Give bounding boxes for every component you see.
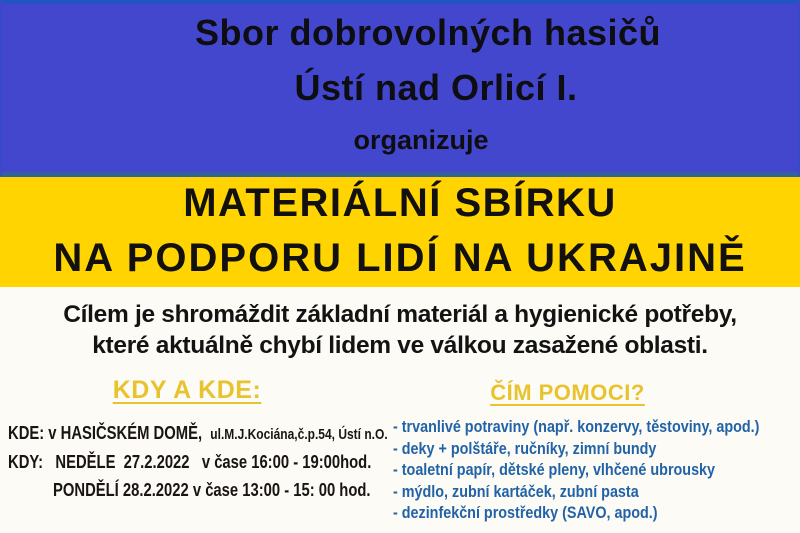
organizer-name-line1: Sbor dobrovolných hasičů [194,12,662,53]
intro-line1: Cílem je shromáždit základní materiál a hygienické potřeby, [63,301,737,328]
location-line [8,422,388,444]
schedule-line-monday: PONDĚLÍ 28.2.2022 v čase 13:00 - 15: 00 hod. [53,479,371,500]
location-address: ul.M.J.Kociána,č.p.54, Ústí n.O. [210,426,388,443]
schedule-line-sunday: KDY: NEDĚLE 27.2.2022 v čase 16:00 - 19:00hod. [8,451,372,472]
intro-line2: které aktuálně chybí lidem ve válkou zasažené oblasti. [92,332,708,359]
event-title-line2: NA PODPORU LIDÍ NA UKRAJINĚ [53,236,747,280]
organizer-verb: organizuje [353,125,489,155]
event-title-band [0,177,800,287]
location-label: KDE: v HASIČSKÉM DOMĚ, [8,422,211,443]
donation-item: - dezinfekční prostředky (SAVO, apod.) [393,504,658,523]
how-to-help-title: ČÍM POMOCI? [490,380,645,405]
donation-items-list [393,417,800,525]
donation-item: - mýdlo, zubní kartáček, zubní pasta [393,482,639,501]
organizer-name-line2: Ústí nad Orlicí I. [294,67,578,108]
where-when-title: KDY A KDE: [112,376,262,404]
intro-paragraph [0,299,800,361]
how-to-help-section [393,380,800,525]
event-title-line1: MATERIÁLNÍ SBÍRKU [183,181,617,225]
organizer-band [0,0,800,177]
donation-item: - deky + polštáře, ručníky, zimní bundy [393,439,657,458]
donation-item: - toaletní papír, dětské pleny, vlhčené ubrousky [393,461,716,480]
where-when-section [8,376,400,501]
donation-item: - trvanlivé potraviny (např. konzervy, těstoviny, apod.) [393,418,760,436]
